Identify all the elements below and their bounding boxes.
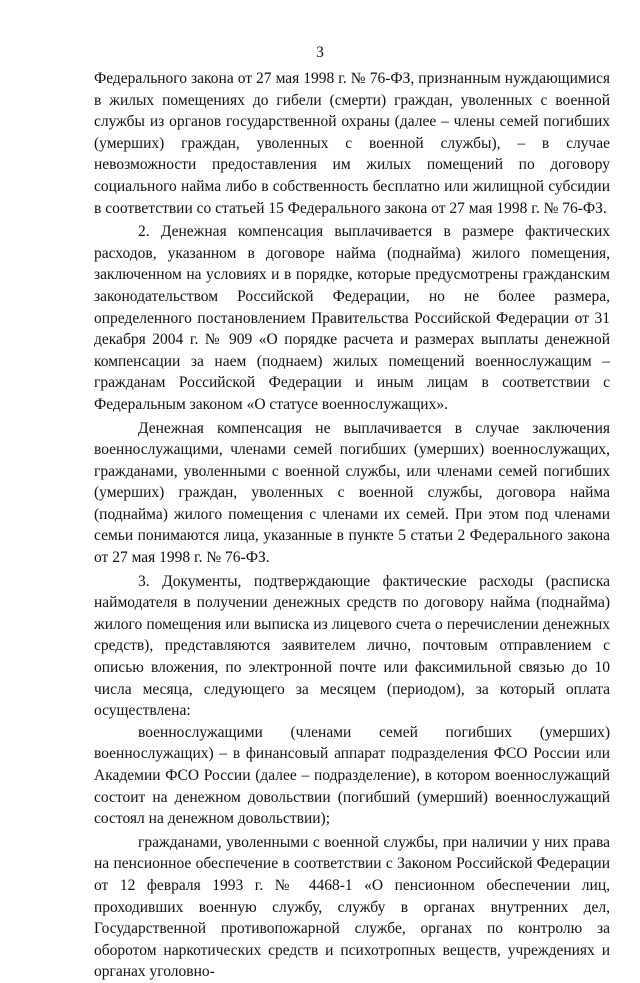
- document-body: [94, 68, 610, 983]
- paragraph-item-3: 3. Документы, подтверждающие фактические расходы (расписка наймодателя в получении денежных средств по договору найма (поднайма) жилого помещения или выписка из лицевого счета о перечислении денежных средств), представляются заявителем лично, почтовым отправлением с описью вложения, по электронной почте или факсимильной связью до 10 числа месяца, следующего за месяцем (периодом), за который оплата осуществлена:: [94, 572, 610, 720]
- page-number: 3: [316, 44, 324, 61]
- paragraph-servicemen: военнослужащими (членами семей погибших (умерших) военнослужащих) – в финансовый аппарат подразделения ФСО России или Академии ФСО России (далее – подразделение), в котором военнослужащий состоит на денежном довольствии (погибший (умерший) военнослужащий состоял на денежном довольствии);: [94, 723, 610, 828]
- paragraph-continuation: Федерального закона от 27 мая 1998 г. № 76-ФЗ, признанным нуждающимися в жилых помещениях до гибели (смерти) граждан, уволенных с военной службы из органов государственной охраны (далее – члены семей погибших (умерших) граждан, уволенных с военной службы), – в случае невозможности предоставления им жилых помещений по договору социального найма либо в собственность бесплатно или жилищной субсидии в соответствии со статьей 15 Федерального закона от 27 мая 1998 г. № 76-ФЗ.: [94, 70, 610, 217]
- paragraph-compensation-exclusion: Денежная компенсация не выплачивается в случае заключения военнослужащими, членами семей погибших (умерших) военнослужащих, гражданами, уволенными с военной службы, или членами семей погибших (умерших) граждан, уволенных с военной службы, договора найма (поднайма) жилого помещения с членами их семей. При этом под членами семьи понимаются лица, указанные в пункте 5 статьи 2 Федерального закона от 27 мая 1998 г. № 76-ФЗ.: [94, 419, 610, 567]
- paragraph-item-2: 2. Денежная компенсация выплачивается в размере фактических расходов, указанном в договоре найма (поднайма) жилого помещения, заключенном на условиях и в порядке, которые предусмотрены гражданским законодательством Российской Федерации, но не более размера, определенного постановлением Правительства Российской Федерации от 31 декабря 2004 г. № 909 «О порядке расчета и размерах выплаты денежной компенсации за наем (поднаем) жилых помещений военнослужащим – гражданам Российской Федерации и иным лицам в соответствии с Федеральным законом «О статусе военнослужащих».: [94, 223, 610, 413]
- paragraph-discharged-citizens: гражданами, уволенными с военной службы, при наличии у них права на пенсионное обеспечение в соответствии с Законом Российской Федерации от 12 февраля 1993 г. № 4468-1 «О пенсионном обеспечении лиц, проходивших военную службу, службу в органах внутренних дел, Государственной противопожарной службе, органах по контролю за оборотом наркотических средств и психотропных веществ, учреждениях и органах уголовно-: [94, 833, 610, 981]
